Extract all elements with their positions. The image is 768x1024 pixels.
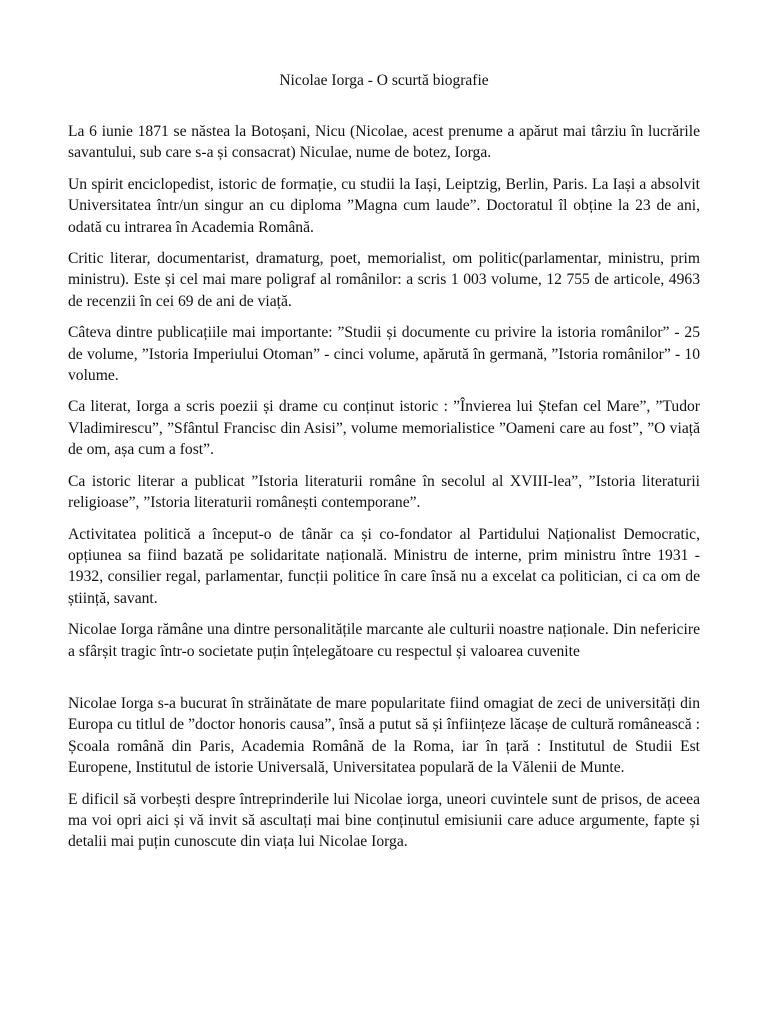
paragraph-political-activity: Activitatea politică a început-o de tânăr ca și co-fondator al Partidului Naționalist Democratic, opțiunea sa fiind bazată pe solidaritate națională. Ministru de interne, prim ministru între 1931 - 1932, consilier regal, parlamentar, funcții politice în care însă nu a excelat ca politician, ci ca om de știință, savant. xyxy=(68,525,700,607)
paragraph-international-recognition: Nicolae Iorga s-a bucurat în străinătate de mare popularitate fiind omagiat de zeci de universități din Europa cu titlul de ”doctor honoris causa”, însă a putut să și înființeze lăcașe de cultură românească : Școala română din Paris, Academia Română de la Roma, iar în țară : Institutul de Studii Est Europene, Institutul de istorie Universală, Universitatea populară de la Vălenii de Munte. xyxy=(68,694,700,777)
paragraph-closing: E dificil să vorbești despre întreprinderile lui Nicolae iorga, uneori cuvintele sunt de prisos, de aceea ma voi opri aici și vă invit să ascultați mai bine conținutul emisiunii care aduce argumente, fapte și detalii mai puțin cunoscute din viața lui Nicolae Iorga. xyxy=(68,790,700,851)
paragraph-education: Un spirit enciclopedist, istoric de formație, cu studii la Iași, Leiptzig, Berlin, Paris. La Iași a absolvit Universitatea într/un singur an cu diploma ”Magna cum laude”. Doctoratul îl obține la 23 de ani, odată cu intrarea în Academia Română. xyxy=(68,175,700,236)
paragraph-publications: Câteva dintre publicațiile mai importante: ”Studii și documente cu privire la istoria românilor” - 25 de volume, ”Istoria Imperiului Otoman” - cinci volume, apărută în germană, ”Istoria românilor” - 10 volume. xyxy=(68,324,700,385)
paragraph-literary-history: Ca istoric literar a publicat ”Istoria literaturii române în secolul al XVIII-lea”, ”Istoria literaturii religioase”, ”Istoria literaturii românești contemporane”. xyxy=(68,472,700,512)
document-body xyxy=(68,121,700,863)
paragraph-literary-works: Ca literat, Iorga a scris poezii și drame cu conținut istoric : ”Învierea lui Ștefan cel Mare”, ”Tudor Vladimirescu”, ”Sfântul Francisc din Asisi”, volume memorialistice ”Oameni care au fost”, ”O viață de om, așa cum a fost”. xyxy=(68,398,700,459)
document-title: Nicolae Iorga - O scurtă biografie xyxy=(279,72,489,89)
paragraph-roles: Critic literar, documentarist, dramaturg, poet, memorialist, om politic(parlamentar, ministru, prim ministru). Este și cel mai mare poligraf al românilor: a scris 1 003 volume, 12 755 de articole, 4963 de recenzii în cei 69 de ani de viață. xyxy=(68,250,700,310)
paragraph-legacy: Nicolae Iorga rămâne una dintre personalitățile marcante ale culturii noastre naționale. Din nefericire a sfârșit tragic într-o societate puțin înțelegătoare cu respectul și valoarea cuvenite xyxy=(68,621,700,660)
paragraph-birth: La 6 iunie 1871 se năstea la Botoșani, Nicu (Nicolae, acest prenume a apărut mai târziu în lucrările savantului, sub care s-a și consacrat) Niculae, nume de botez, Iorga. xyxy=(68,123,700,162)
